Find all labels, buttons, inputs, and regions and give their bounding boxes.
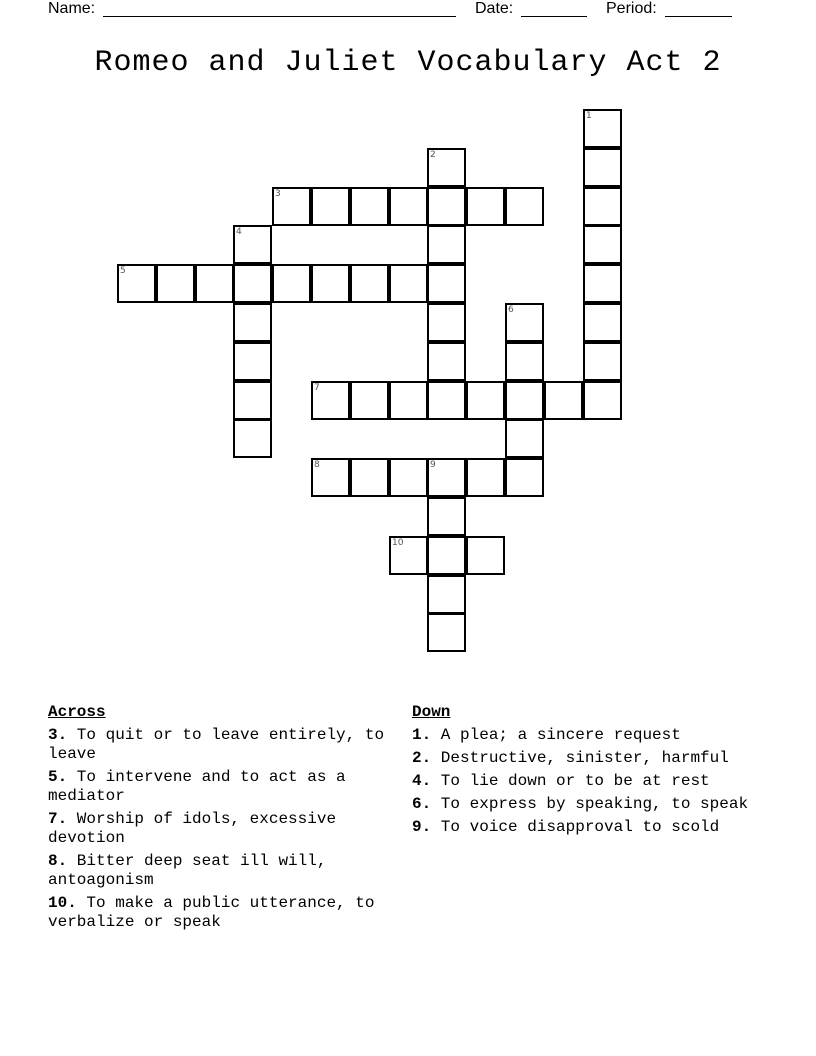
clue-number: 8 [314,460,320,470]
crossword-cell[interactable] [427,613,466,652]
crossword-cell[interactable] [272,264,311,303]
crossword-cell[interactable] [233,381,272,420]
across-clue [48,768,398,806]
across-clues [48,703,398,936]
across-clue [48,726,398,764]
across-clue [48,810,398,848]
clue-number: 2. [412,749,432,767]
down-clue [412,726,772,745]
crossword-cell[interactable] [427,381,466,420]
clue-number: 3 [275,189,281,199]
clue-text: To lie down or to be at rest [431,772,710,790]
crossword-cell[interactable] [311,381,350,420]
crossword-cell[interactable] [466,458,505,497]
crossword-cell[interactable] [233,342,272,381]
across-clue-list [48,726,398,932]
clue-number: 4. [412,772,432,790]
clue-text: Worship of idols, excessive devotion [48,810,337,847]
crossword-cell[interactable] [583,187,622,226]
crossword-cell[interactable] [350,264,389,303]
crossword-cell[interactable] [583,225,622,264]
crossword-cell[interactable] [427,575,466,614]
down-clues [412,703,772,841]
crossword-cell[interactable] [427,536,466,575]
crossword-cell[interactable] [272,187,311,226]
crossword-cell[interactable] [544,381,583,420]
crossword-cell[interactable] [505,381,544,420]
clue-number: 5. [48,768,68,786]
crossword-cell[interactable] [466,536,505,575]
crossword-cell[interactable] [156,264,195,303]
crossword-cell[interactable] [350,458,389,497]
crossword-cell[interactable] [389,381,428,420]
clue-number: 8. [48,852,68,870]
clue-number: 5 [120,266,126,276]
clue-text: Bitter deep seat ill will, antoagonism [48,852,327,889]
crossword-cell[interactable] [583,381,622,420]
clue-number: 4 [236,227,242,237]
crossword-cell[interactable] [389,536,428,575]
crossword-cell[interactable] [466,381,505,420]
across-clue [48,894,398,932]
down-clue [412,772,772,791]
date-label: Date: [475,0,514,17]
down-clue [412,818,772,837]
clue-number: 3. [48,726,68,744]
crossword-cell[interactable] [505,458,544,497]
crossword-cell[interactable] [505,419,544,458]
clue-number: 7. [48,810,68,828]
clue-number: 7 [314,383,320,393]
crossword-cell[interactable] [389,458,428,497]
down-clue [412,749,772,768]
crossword-cell[interactable] [233,225,272,264]
clue-number: 1 [586,111,592,121]
crossword-cell[interactable] [583,303,622,342]
clue-text: To express by speaking, to speak [431,795,749,813]
clue-number: 10. [48,894,77,912]
crossword-cell[interactable] [233,419,272,458]
crossword-cell[interactable] [505,342,544,381]
crossword-cell[interactable] [389,187,428,226]
crossword-cell[interactable] [350,187,389,226]
clue-number: 6 [508,305,514,315]
crossword-cell[interactable] [117,264,156,303]
crossword-cell[interactable] [466,187,505,226]
crossword-cell[interactable] [505,187,544,226]
crossword-cell[interactable] [427,187,466,226]
crossword-cell[interactable] [389,264,428,303]
crossword-cell[interactable] [505,303,544,342]
crossword-cell[interactable] [195,264,234,303]
crossword-cell[interactable] [583,109,622,148]
crossword-cell[interactable] [311,264,350,303]
clue-text: To make a public utterance, to verbalize or speak [48,894,375,931]
clue-number: 9. [412,818,432,836]
crossword-cell[interactable] [427,225,466,264]
clue-text: To intervene and to act as a mediator [48,768,346,805]
crossword-cell[interactable] [427,458,466,497]
across-heading: Across [48,703,106,721]
crossword-cell[interactable] [583,342,622,381]
clue-text: To quit or to leave entirely, to leave [48,726,385,763]
crossword-cell[interactable] [583,264,622,303]
name-label: Name: [48,0,96,17]
crossword-cell[interactable] [427,497,466,536]
clue-text: A plea; a sincere request [431,726,681,744]
clue-number: 6. [412,795,432,813]
clue-text: To voice disapproval to scold [431,818,720,836]
crossword-cell[interactable] [427,342,466,381]
clue-number: 1. [412,726,432,744]
crossword-cell[interactable] [583,148,622,187]
crossword-cell[interactable] [427,148,466,187]
across-clue [48,852,398,890]
page-title: Romeo and Juliet Vocabulary Act 2 [94,46,722,80]
crossword-cell[interactable] [233,264,272,303]
crossword-cell[interactable] [350,381,389,420]
crossword-cell[interactable] [311,187,350,226]
crossword-cell[interactable] [233,303,272,342]
clue-number: 10 [392,538,404,548]
period-label: Period: [606,0,657,17]
clue-number: 9 [430,460,436,470]
down-clue-list [412,726,772,837]
clue-text: Destructive, sinister, harmful [431,749,729,767]
crossword-cell[interactable] [427,303,466,342]
crossword-cell[interactable] [311,458,350,497]
crossword-cell[interactable] [427,264,466,303]
down-heading: Down [412,703,451,721]
clue-number: 2 [430,150,436,160]
down-clue [412,795,772,814]
